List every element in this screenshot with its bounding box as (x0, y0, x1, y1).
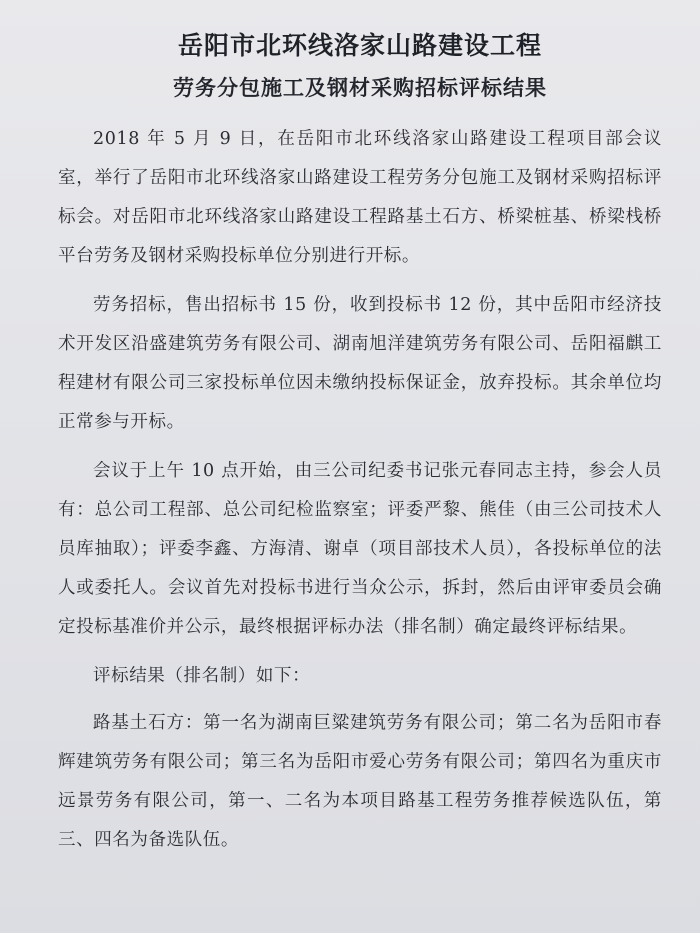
paragraph-results-heading: 评标结果（排名制）如下： (93, 666, 311, 686)
document-title: 岳阳市北环线洛家山路建设工程 (177, 31, 542, 60)
paragraph-meeting-details: 会议于上午 10 点开始，由三公司纪委书记张元春同志主持，参会人员有：总公司工程部、总公司纪检监察室；评委严黎、熊佳（由三公司技术人员库抽取）；评委李鑫、方海清、谢卓（项目部技术人员），各投标单位的法人或委托人。会议首先对投标书进行当众公示，拆封，然后由评审委员会确定投标基准价并公示，最终根据评标办法（排名制）确定最终评标结果。 (58, 461, 662, 637)
paragraph-bidding-summary: 劳务招标，售出招标书 15 份，收到投标书 12 份，其中岳阳市经济技术开发区沿盛建筑劳务有限公司、湖南旭洋建筑劳务有限公司、岳阳福麒工程建材有限公司三家投标单位因未缴纳投标保证金，放弃投标。其余单位均正常参与开标。 (58, 295, 662, 432)
paragraph-earthwork-results: 路基土石方：第一名为湖南巨粱建筑劳务有限公司；第二名为岳阳市春辉建筑劳务有限公司；第三名为岳阳市爱心劳务有限公司；第四名为重庆市远景劳务有限公司，第一、二名为本项目路基工程劳务推荐候选队伍，第三、四名为备选队伍。 (58, 713, 662, 850)
document-subtitle: 劳务分包施工及钢材采购招标评标结果 (173, 75, 547, 100)
paragraph-meeting-intro: 2018 年 5 月 9 日，在岳阳市北环线洛家山路建设工程项目部会议室，举行了岳阳市北环线洛家山路建设工程劳务分包施工及钢材采购招标评标会。对岳阳市北环线洛家山路建设工程路基土石方、桥梁桩基、桥梁栈桥平台劳务及钢材采购投标单位分别进行开标。 (58, 129, 662, 266)
